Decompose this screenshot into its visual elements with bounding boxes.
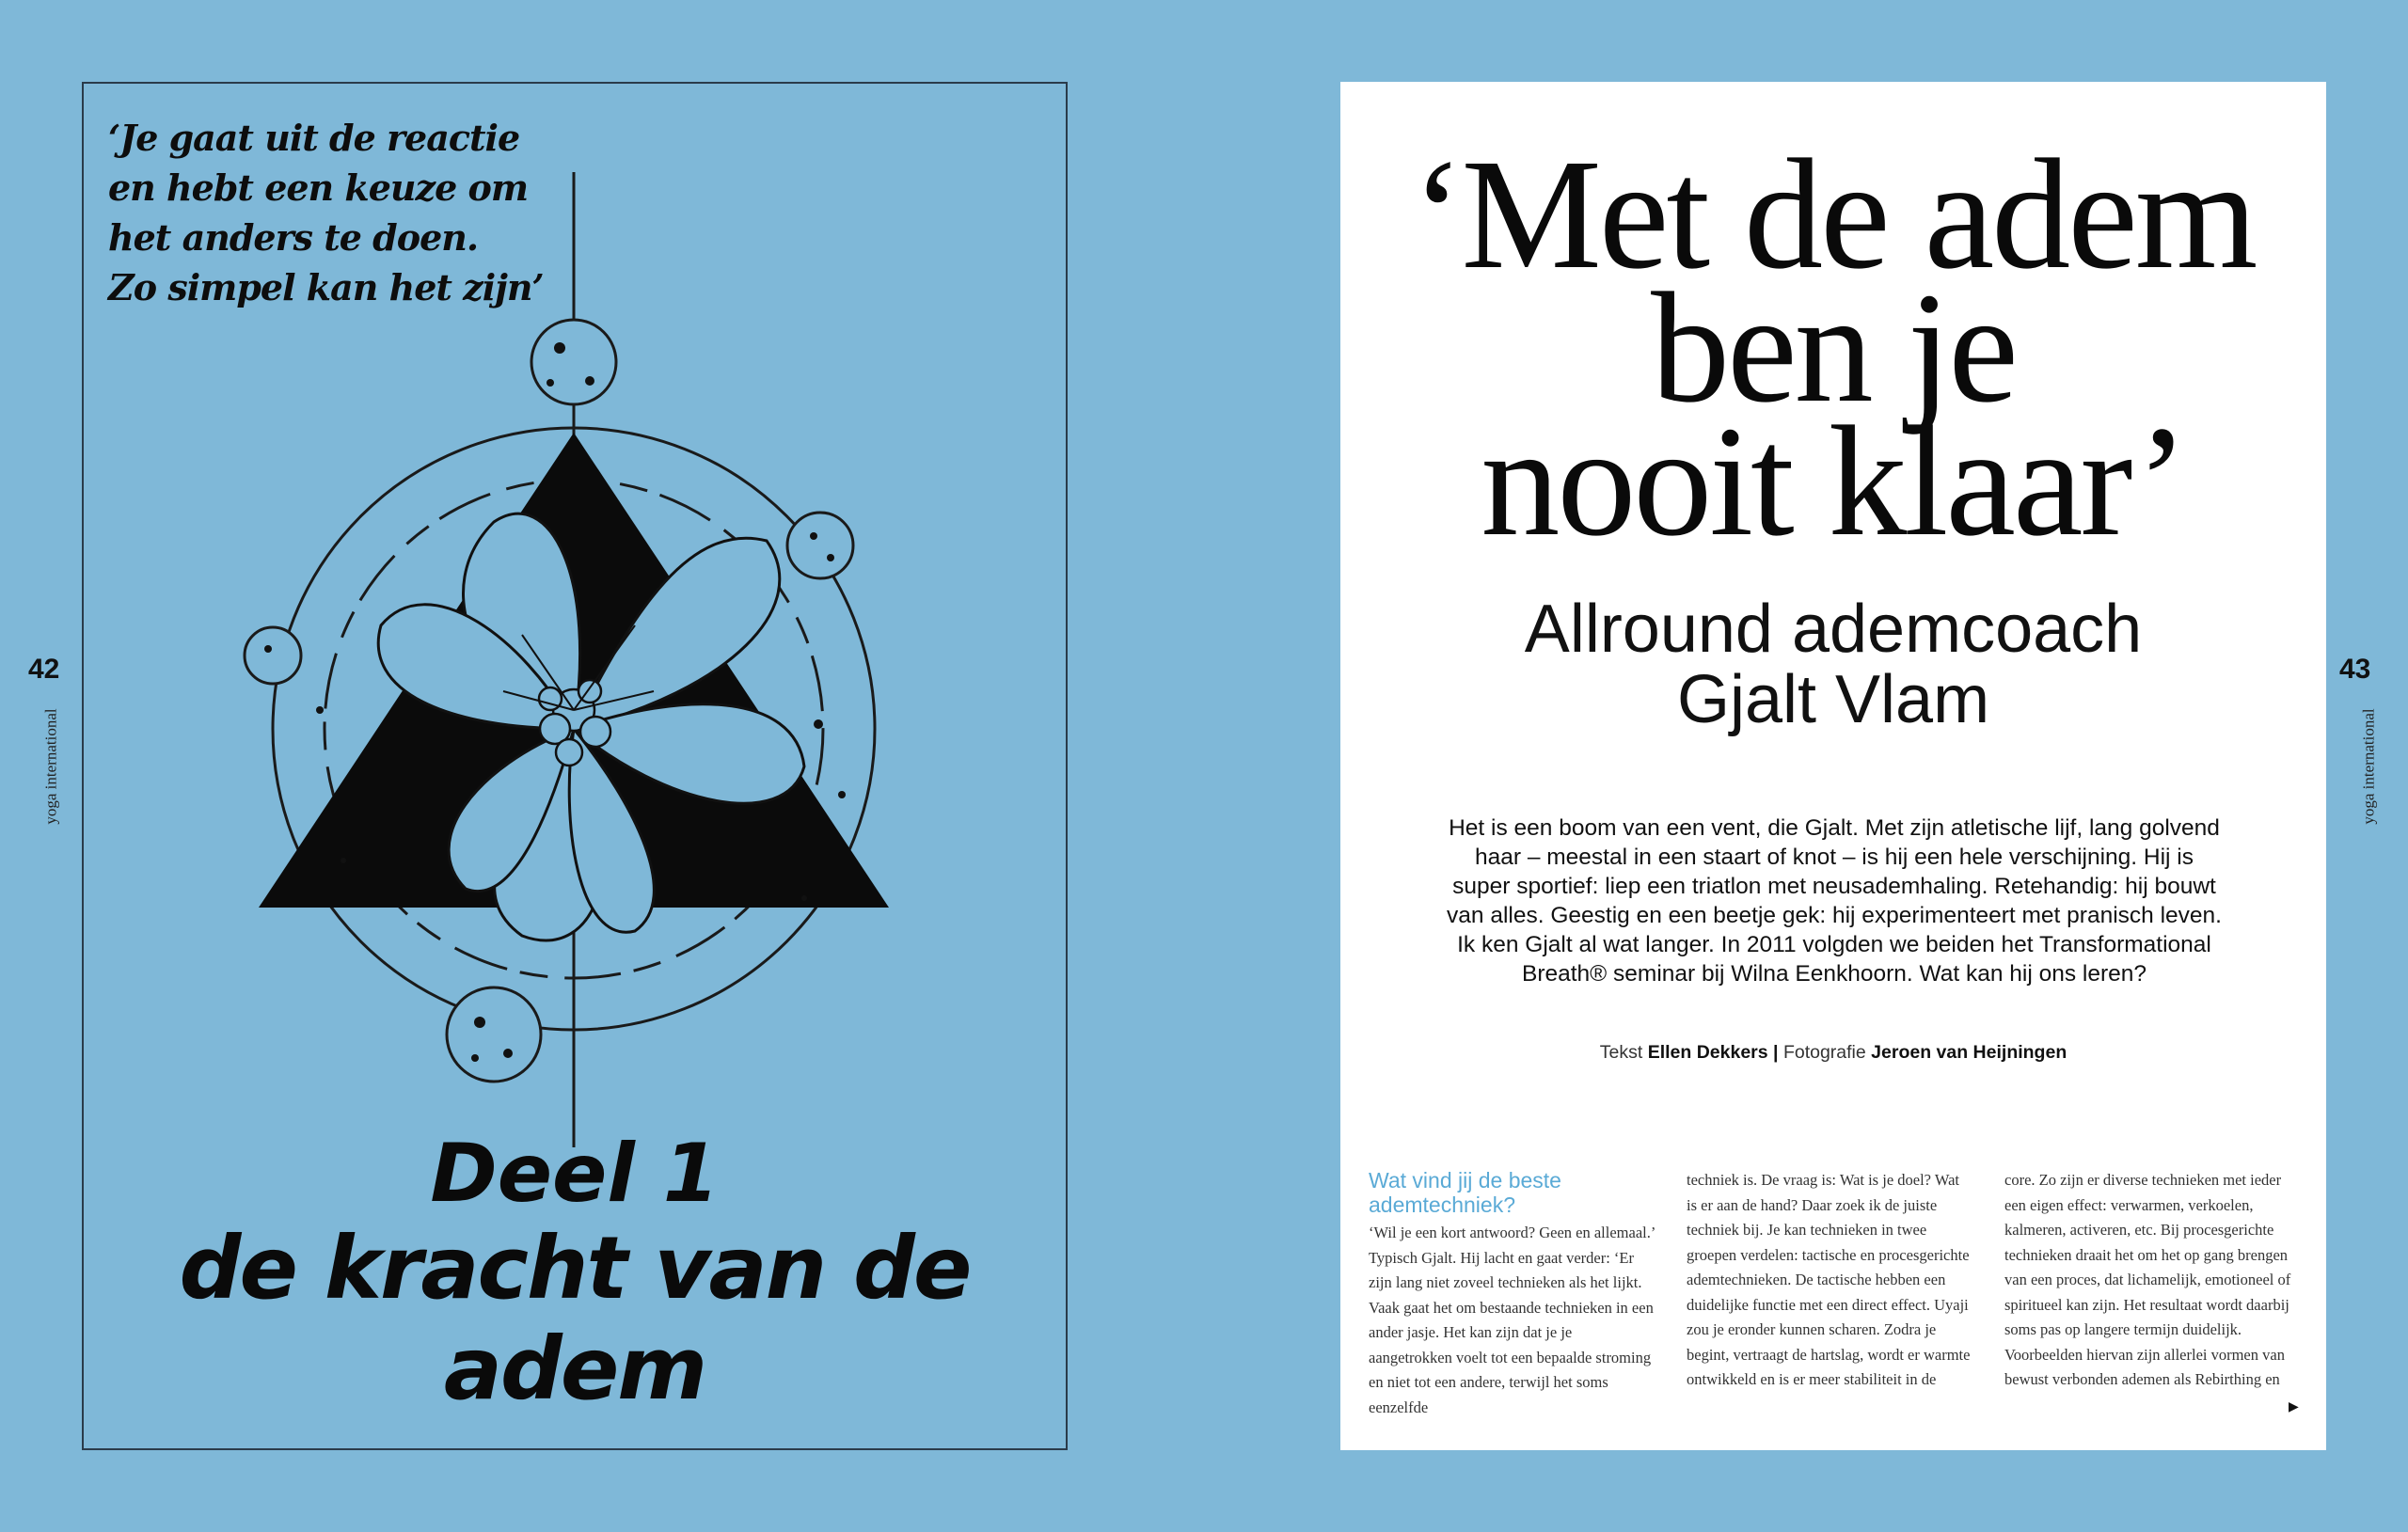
part-subtitle: de kracht van de adem [179, 1218, 971, 1419]
page-number-left: 42 [28, 654, 60, 685]
quote-line: het anders te doen. [108, 216, 479, 259]
quote-line: en hebt een keuze om [108, 166, 529, 209]
flower-geometry-illustration [240, 165, 908, 1161]
author-name: Ellen Dekkers [1647, 1042, 1768, 1063]
column-text: core. Zo zijn er diverse technieken met ieder een eigen effect: verwarmen, verkoelen, kalmeren, activeren, etc. Bij procesgerichte technieken draait het om het op gang brengen van een proces, dat lichamelijk, emotioneel of spiritueel kan zijn. Het resultaat wordt daarbij soms pas op langere termijn duidelijk. Voorbeelden hiervan zijn allerlei vormen van bewust verbonden ademen als Rebirthing en [2004, 1171, 2291, 1388]
subheadline [1340, 594, 2326, 735]
article-column-3 [2004, 1168, 2291, 1393]
subhead-line: Allround ademcoach [1524, 592, 2143, 667]
question-heading: Wat vind jij de beste ademtechniek? [1369, 1168, 1561, 1217]
column-text: ‘Wil je een kort antwoord? Geen en allemaal.’ Typisch Gjalt. Hij lacht en gaat verder: ‘Er zijn lang niet zoveel technieken als het lijkt. Vaak gaat het om bestaande technieken in een ander jasje. Het kan zijn dat je je aangetrokken voelt tot een bepaalde stroming en niet tot een andere, terwijl het soms eenzelfde [1369, 1224, 1656, 1416]
quote-line: Zo simpel kan het zijn’ [108, 266, 544, 308]
page-number-right: 43 [2339, 654, 2371, 685]
subhead-line: Gjalt Vlam [1676, 662, 1990, 737]
headline-line: ‘Met de adem [1411, 127, 2256, 302]
article-column-2 [1687, 1168, 1973, 1393]
article-page [1340, 82, 2326, 1450]
magazine-name-left: yoga international [41, 708, 60, 825]
quote-line: ‘Je gaat uit de reactie [108, 117, 520, 159]
headline-line: ben je [1651, 261, 2016, 435]
continue-arrow-icon: ▶ [2289, 1398, 2299, 1414]
column-text: techniek is. De vraag is: Wat is je doel? Wat is er aan de hand? Daar zoek ik de juiste techniek bij. Je kan technieken in twee groepen verdelen: tactische en procesgerichte ademtechnieken. De tactische hebben een duidelijke functie met een direct effect. Uyaji zou je eronder kunnen scharen. Zodra je begint, vertraagt de hartslag, wordt er warmte ontwikkeld en is er meer stabiliteit in de [1687, 1171, 1971, 1388]
intro-paragraph: Het is een boom van een vent, die Gjalt. Met zijn atletische lijf, lang golvend haar – meestal in een staart of knot – is hij een hele verschijning. Hij is super sportief: liep een triatlon met neusademhaling. Retehandig: hij bouwt van alles. Geestig en een beetje gek: hij experimenteert met pranisch leven. Ik ken Gjalt al wat langer. In 2011 volgden we beiden het Transformational Breath® seminar bij Wilna Eenkhoorn. Wat kan hij ons leren? [1447, 815, 2222, 987]
photographer-name: Jeroen van Heijningen [1871, 1042, 2067, 1063]
part-title: Deel 1 [430, 1127, 720, 1221]
photo-label: Fotografie [1782, 1042, 1866, 1063]
headline [1340, 127, 2326, 569]
byline [1340, 1042, 2326, 1064]
article-column-1 [1369, 1168, 1656, 1420]
magazine-name-right: yoga international [2359, 708, 2378, 825]
headline-line: nooit klaar’ [1481, 394, 2186, 569]
text-label: Tekst [1599, 1042, 1643, 1063]
byline-separator: | [1773, 1042, 1779, 1063]
